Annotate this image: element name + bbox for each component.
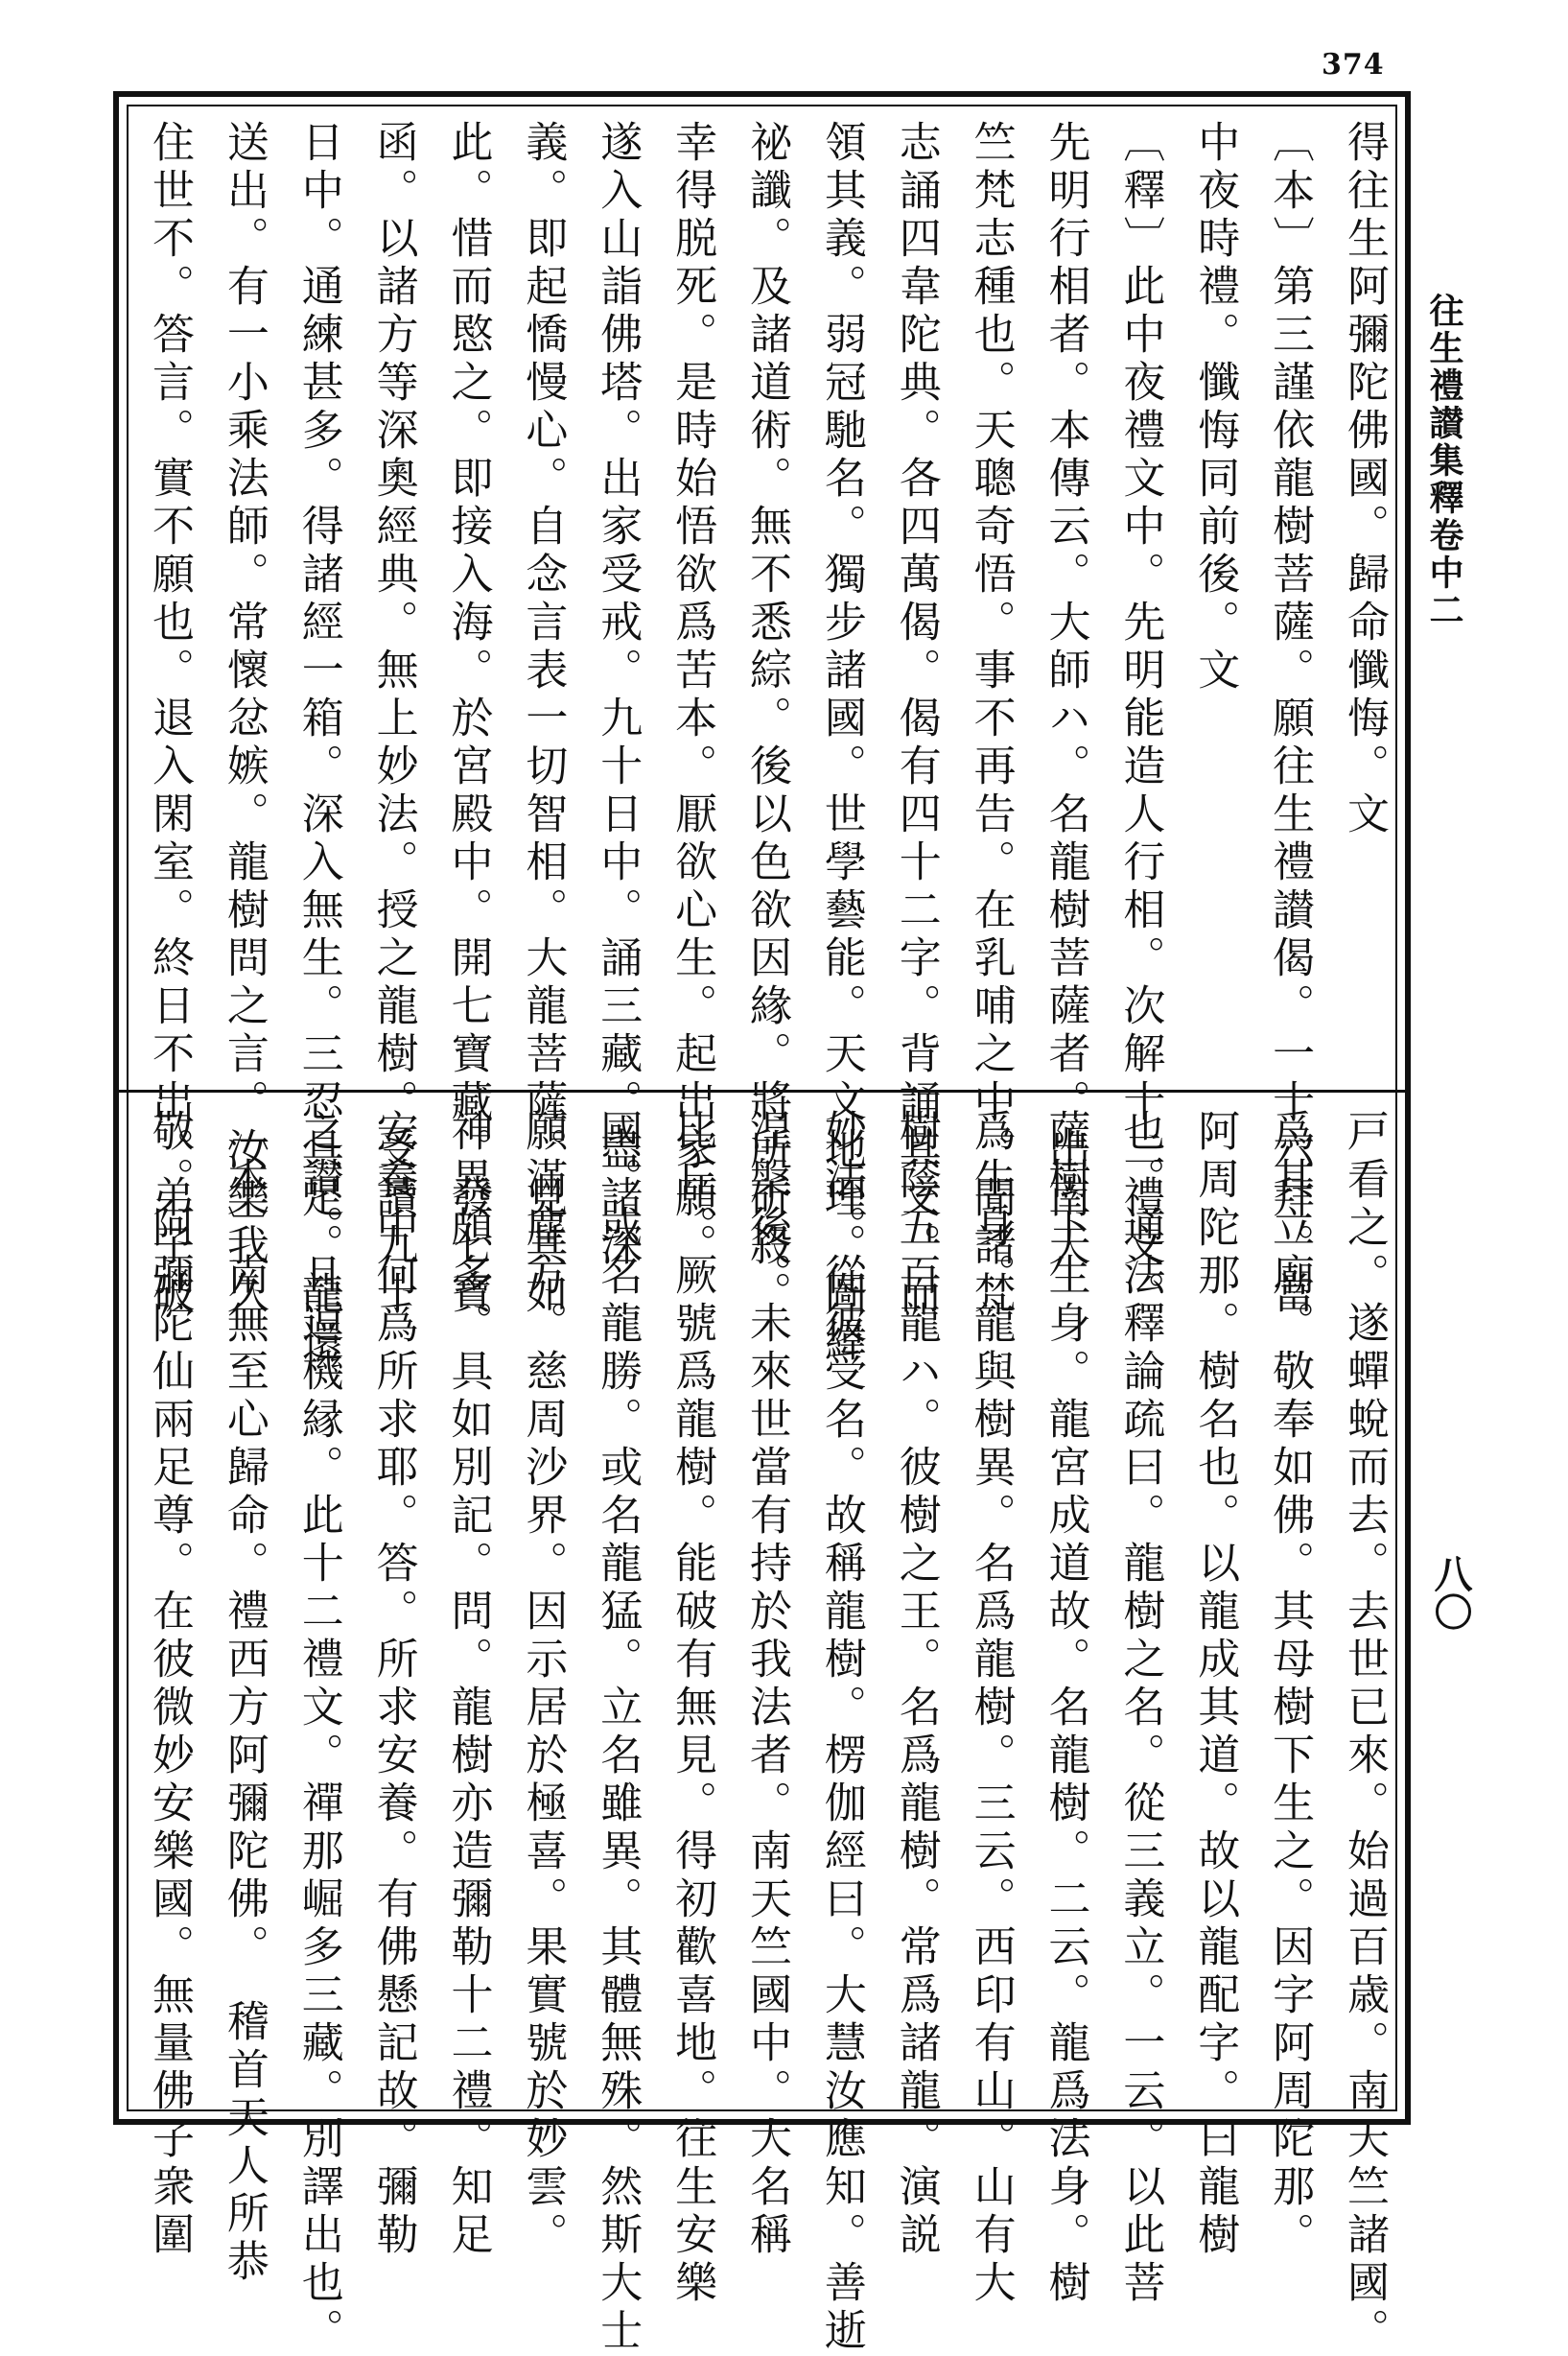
text-column: 比丘。厥號爲龍樹。能破有無見。得初歡喜地。往生安樂 xyxy=(667,1109,717,2308)
text-column: 函。以諸方等深奧經典。無上妙法。授之龍樹。受讀九十 xyxy=(368,120,418,1319)
text-column: 遂入山詣佛塔。出家受戒。九十日中。誦三藏。盡諸深 xyxy=(593,120,643,1271)
text-column: 此。惜而愍之。即接入海。於宮殿中。開七寶藏。發七寶 xyxy=(443,120,493,1319)
text-column: 日中。通練甚多。得諸經一箱。深入無生。三忍具足。龍還 xyxy=(293,120,343,1367)
text-column: 涅槃後。未來世當有持於我法者。南天竺國中。大名稱 xyxy=(742,1109,791,2260)
page-number: 374 xyxy=(1322,48,1385,82)
text-column: 送出。有一小乘法師。常懷忿嫉。龍樹問之言。汝樂我久 xyxy=(219,120,269,1319)
text-column: 阿周陀那。樹名也。以龍成其道。故以龍配字。曰龍樹 xyxy=(1190,1109,1240,2260)
text-column: 願滿塵方。慈周沙界。因示居於極喜。果實號於妙雲。 xyxy=(518,1109,568,2260)
lower-text-block xyxy=(145,1109,1389,2356)
text-column: 祕讖。及諸道術。無不悉綜。後以色欲因緣。將所斫殺。 xyxy=(742,120,791,1319)
text-column: 國。或名龍勝。或名龍猛。立名雖異。其體無殊。然斯大士 xyxy=(593,1109,643,2356)
text-column: 中夜時禮。懺悔同前後。文 xyxy=(1190,120,1240,695)
text-column: 竺梵志種也。天聰奇悟。事不再告。在乳哺之中。聞諸梵 xyxy=(966,120,1016,1319)
text-column: 〔本〕第三謹依龍樹菩薩。願往生禮讃偈。一十六拜。當 xyxy=(1265,120,1315,1319)
text-column: 住世不。答言。實不願也。退入閑室。終日不出。弟子破 xyxy=(145,120,194,1319)
text-column: 神異頗多。具如別記。問。龍樹亦造彌勒十二禮。知足 xyxy=(443,1109,493,2260)
text-column: 幸得脱死。是時始悟欲爲苦本。厭欲心生。起出家願。 xyxy=(667,120,717,1271)
text-column: 樹蔭五百龍ハ。彼樹之王。名爲龍樹。常爲諸龍。演説 xyxy=(891,1109,941,2260)
text-column: 爲其立廟。敬奉如佛。其母樹下生之。因字阿周陀那。 xyxy=(1265,1109,1315,2260)
section-divider xyxy=(119,1090,1405,1093)
text-column: 志誦四韋陀典。各四萬偈。偈有四十二字。背誦其文。而 xyxy=(891,120,941,1319)
text-column: 敬。阿彌陀仙兩足尊。在彼微妙安樂國。無量佛子衆圍 xyxy=(145,1109,194,2260)
text-frame xyxy=(113,91,1411,2356)
text-column: 也。通法釋論疏曰。龍樹之名。從三義立。一云。以此菩 xyxy=(1115,1109,1165,2308)
upper-text-block xyxy=(145,120,1389,1367)
running-title: 往生禮讃集釋卷中二 xyxy=(1424,293,1464,629)
text-column: 領其義。弱冠馳名。獨步諸國。世學藝能。天文地理。圖緯 xyxy=(816,120,866,1367)
text-column: 戸看之。遂蟬蛻而去。去世已來。始過百歳。南天竺諸國。 xyxy=(1340,1109,1389,2356)
text-column: 妙法。從彼受名。故稱龍樹。楞伽經曰。大慧汝應知。善逝 xyxy=(816,1109,866,2356)
text-column: 安養中何爲所求耶。答。所求安養。有佛懸記故。彌勒 xyxy=(368,1109,418,2260)
text-column: 爲生身。龍與樹異。名爲龍樹。三云。西印有山。山有大 xyxy=(966,1109,1016,2308)
text-column: 薩樹下生身。龍宮成道故。名龍樹。二云。龍爲法身。樹 xyxy=(1041,1109,1090,2308)
folio-number: 八〇 xyxy=(1428,1554,1473,1631)
text-column: 義。即起憍慢心。自念言表一切智相。大龍菩薩。見其如 xyxy=(518,120,568,1319)
text-column: 之讃。且逗機縁。此十二禮文。禪那崛多三藏。別譯出也。 xyxy=(293,1109,343,2356)
text-column: 先明行相者。本傳云。大師ハ。名龍樹菩薩者。出南天 xyxy=(1041,120,1090,1271)
text-column: 〔釋〕此中夜禮文中。先明能造人行相。次解十二禮文。 xyxy=(1115,120,1165,1319)
text-column: 得往生阿彌陀佛國。歸命懺悔。文 xyxy=(1340,120,1389,839)
text-column: 〔本〕南無至心歸命。禮西方阿彌陀佛。 稽首天人所恭 xyxy=(219,1109,269,2287)
